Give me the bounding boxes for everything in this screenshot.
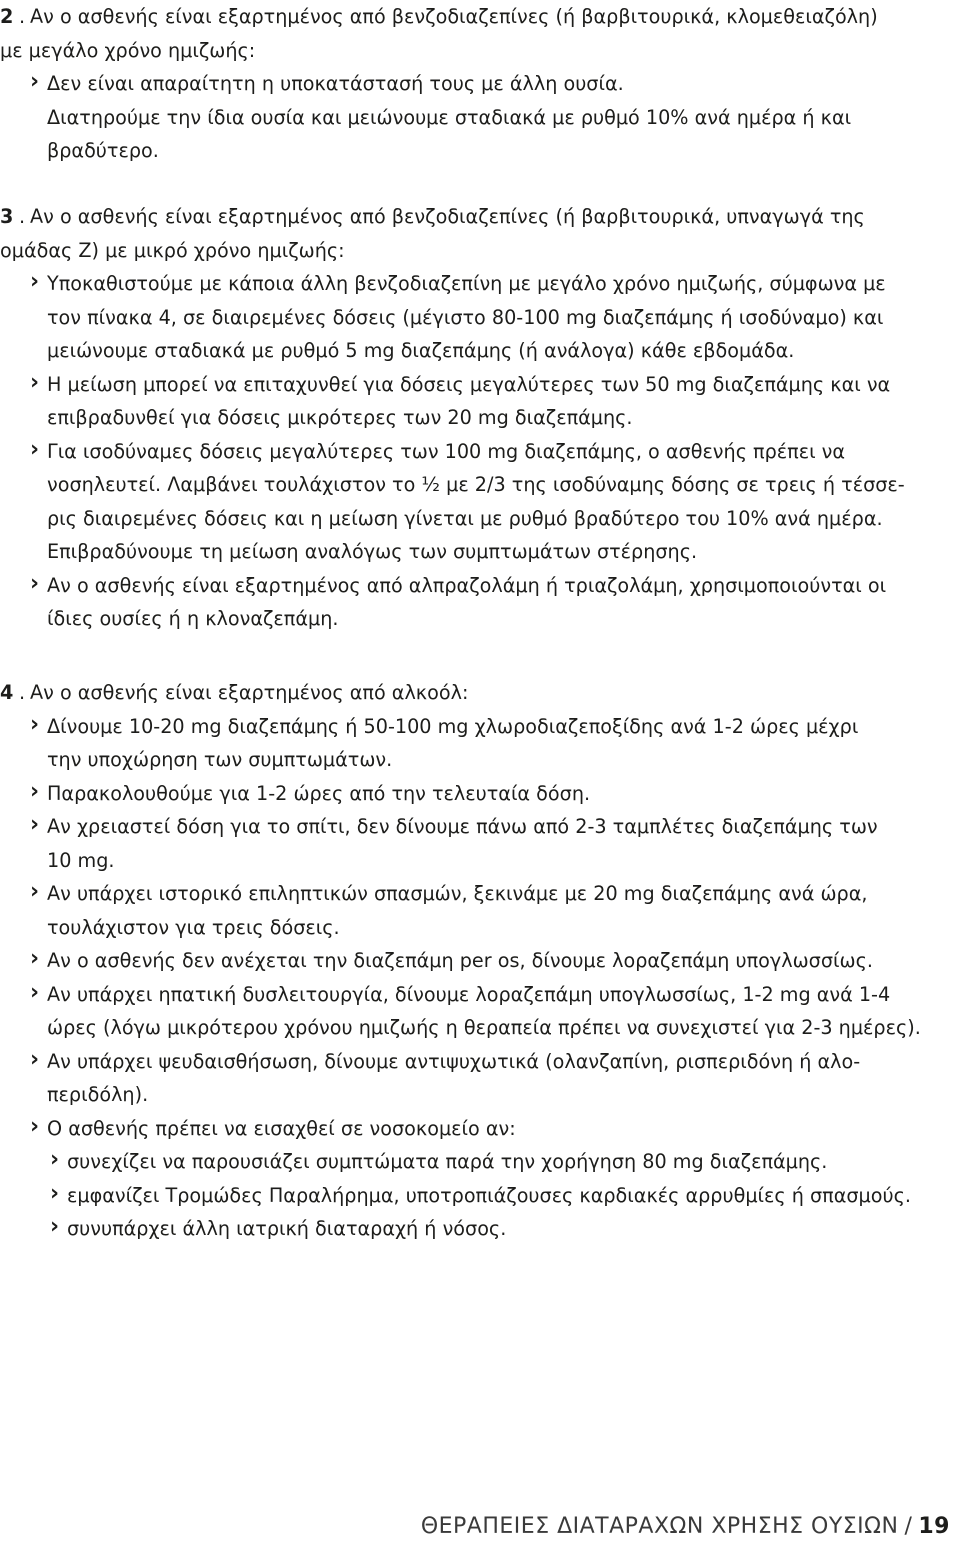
section-number: 2 [0, 5, 14, 28]
bullet-line: την υποχώρηση των συμπτωμάτων. [47, 748, 393, 771]
bullet-line: Διατηρούμε την ίδια ουσία και μειώνουμε σταδιακά με ρυθμό 10% ανά ημέρα ή και [47, 105, 852, 129]
bullet-marker: › [30, 69, 40, 94]
sub-bullet-marker: › [50, 1214, 60, 1239]
bullet-line: νοσηλευτεί. Λαμβάνει τουλάχιστον το ½ με 2/3 της ισοδύναμης δόσης σε τρεις ή τέσσε- [47, 473, 905, 496]
footer-separator: / [904, 1514, 913, 1539]
bullet-marker: › [30, 979, 40, 1005]
page-footer [421, 1514, 950, 1540]
bullet-line: Αν υπάρχει ιστορικό επιληπτικών σπασμών, ξεκινάμε με 20 mg διαζεπάμης ανά ώρα, [47, 882, 868, 905]
bullet-line: Παρακολουθούμε για 1-2 ώρες από την τελευταία δόση. [47, 781, 591, 805]
section-heading-line: ομάδας Ζ) με μικρό χρόνο ημιζωής: [0, 238, 345, 262]
sub-bullet-line: συνυπάρχει άλλη ιατρική διαταραχή ή νόσος. [67, 1217, 507, 1240]
bullet-line: Αν υπάρχει ηπατική δυσλειτουργία, δίνουμε λοραζεπάμη υπογλωσσίως, 1-2 mg ανά 1-4 [47, 982, 891, 1006]
bullet-line: Αν ο ασθενής είναι εξαρτημένος από αλπραζολάμη ή τριαζολάμη, χρησιμοποιούνται οι [47, 573, 887, 597]
bullet-line: τον πίνακα 4, σε διαιρεμένες δόσεις (μέγιστο 80-100 mg διαζεπάμης ή ισοδύναμο) και [47, 305, 884, 329]
bullet-marker: › [30, 812, 40, 837]
bullet-line: βραδύτερο. [47, 139, 159, 162]
bullet-marker: › [30, 711, 40, 737]
bullet-line: επιβραδυνθεί για δόσεις μικρότερες των 20 mg διαζεπάμης. [47, 406, 633, 429]
bullet-marker: › [30, 1113, 40, 1139]
bullet-line: μειώνουμε σταδιακά με ρυθμό 5 mg διαζεπάμης (ή ανάλογα) κάθε εβδομάδα. [47, 339, 795, 362]
bullet-marker: › [30, 269, 40, 294]
section-number: 3 [0, 205, 14, 228]
bullet-line: Αν ο ασθενής δεν ανέχεται την διαζεπάμη per os, δίνουμε λοραζεπάμη υπογλωσσίως. [47, 949, 873, 972]
bullet-line: Για ισοδύναμες δόσεις μεγαλύτερες των 100 mg διαζεπάμης, ο ασθενής πρέπει να [47, 439, 846, 463]
bullet-marker: › [30, 570, 40, 596]
section-heading-line: με μεγάλο χρόνο ημιζωής: [0, 38, 256, 62]
bullet-line: ώρες (λόγω μικρότερου χρόνου ημιζωής η θεραπεία πρέπει να συνεχιστεί για 2-3 ημέρες). [47, 1016, 921, 1039]
bullet-marker: › [30, 879, 40, 904]
section-heading-line: Αν ο ασθενής είναι εξαρτημένος από βενζοδιαζεπίνες (ή βαρβιτουρικά, κλομεθειαζόλη) [30, 5, 878, 28]
bullet-line: Αν υπάρχει ψευδαισθήσωση, δίνουμε αντιψυχωτικά (ολανζαπίνη, ρισπεριδόνη ή αλο- [47, 1049, 861, 1073]
sub-bullet-marker: › [50, 1147, 60, 1172]
section-heading-line: Αν ο ασθενής είναι εξαρτημένος από αλκοόλ: [30, 681, 469, 704]
bullet-marker: › [30, 369, 40, 395]
bullet-line: Δεν είναι απαραίτητη η υποκατάστασή τους με άλλη ουσία. [47, 72, 624, 95]
section-number-dot: . [19, 205, 26, 228]
sub-bullet-line: εμφανίζει Τρομώδες Παραλήρημα, υποτροπιάζουσες καρδιακές αρρυθμίες ή σπασμούς. [67, 1183, 911, 1207]
running-title: ΘΕΡΑΠΕΙΕΣ ΔΙΑΤΑΡΑΧΩΝ ΧΡΗΣΗΣ ΟΥΣΙΩΝ [420, 1514, 899, 1539]
sub-bullet-line: συνεχίζει να παρουσιάζει συμπτώματα παρά την χορήγηση 80 mg διαζεπάμης. [67, 1150, 828, 1173]
bullet-line: ίδιες ουσίες ή η κλοναζεπάμη. [47, 607, 339, 630]
bullet-marker: › [30, 778, 40, 804]
section-number-dot: . [19, 681, 26, 704]
bullet-marker: › [30, 436, 40, 462]
sub-bullet-marker: › [50, 1180, 60, 1206]
section-number: 4 [0, 681, 14, 704]
page-number: 19 [918, 1514, 950, 1539]
bullet-line: τουλάχιστον για τρεις δόσεις. [47, 915, 340, 939]
bullet-marker: › [30, 1046, 40, 1072]
bullet-line: Αν χρειαστεί δόση για το σπίτι, δεν δίνουμε πάνω από 2-3 ταμπλέτες διαζεπάμης των [47, 815, 878, 838]
bullet-line: ρις διαιρεμένες δόσεις και η μείωση γίνεται με ρυθμό βραδύτερο του 10% ανά ημέρα. [47, 506, 883, 530]
bullet-marker: › [30, 946, 40, 971]
bullet-line: Υποκαθιστούμε με κάποια άλλη βενζοδιαζεπίνη με μεγάλο χρόνο ημιζωής, σύμφωνα με [47, 272, 886, 295]
bullet-line: Ο ασθενής πρέπει να εισαχθεί σε νοσοκομείο αν: [47, 1116, 516, 1140]
bullet-line: Επιβραδύνουμε τη μείωση αναλόγως των συμπτωμάτων στέρησης. [47, 540, 698, 563]
section-number-dot: . [19, 5, 26, 28]
bullet-line: Η μείωση μπορεί να επιταχυνθεί για δόσεις μεγαλύτερες των 50 mg διαζεπάμης και να [47, 372, 891, 396]
section-heading-line: Αν ο ασθενής είναι εξαρτημένος από βενζοδιαζεπίνες (ή βαρβιτουρικά, υπναγωγά της [30, 205, 865, 228]
bullet-line: Δίνουμε 10-20 mg διαζεπάμης ή 50-100 mg χλωροδιαζεποξίδης ανά 1-2 ώρες μέχρι [47, 714, 859, 738]
bullet-line: 10 mg. [47, 848, 115, 872]
bullet-line: περιδόλη). [47, 1083, 149, 1106]
